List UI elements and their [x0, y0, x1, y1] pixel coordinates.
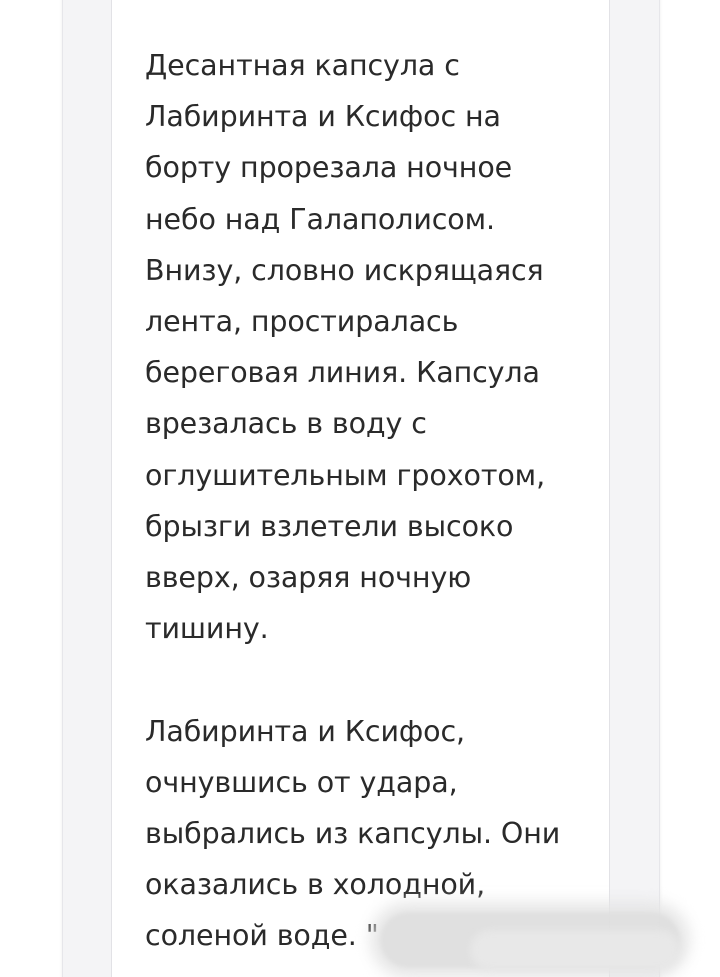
story-paragraph-2: Лабиринта и Ксифос, очнувшись от удара, выбрались из капсулы. Они оказались в холодной, соленой воде. " — [145, 714, 561, 953]
story-paragraph-1: Десантная капсула с Лабиринта и Ксифос на борту прорезала ночное небо над Галаполисом. Внизу, словно искрящаяся лента, простиралась береговая линия. Капсула врезалась в воду с оглушительным грохотом, брызги взлетели высоко вверх, озаряя ночную тишину. — [145, 49, 546, 646]
redaction-smudge-tail — [470, 930, 680, 970]
story-text — [145, 40, 585, 977]
